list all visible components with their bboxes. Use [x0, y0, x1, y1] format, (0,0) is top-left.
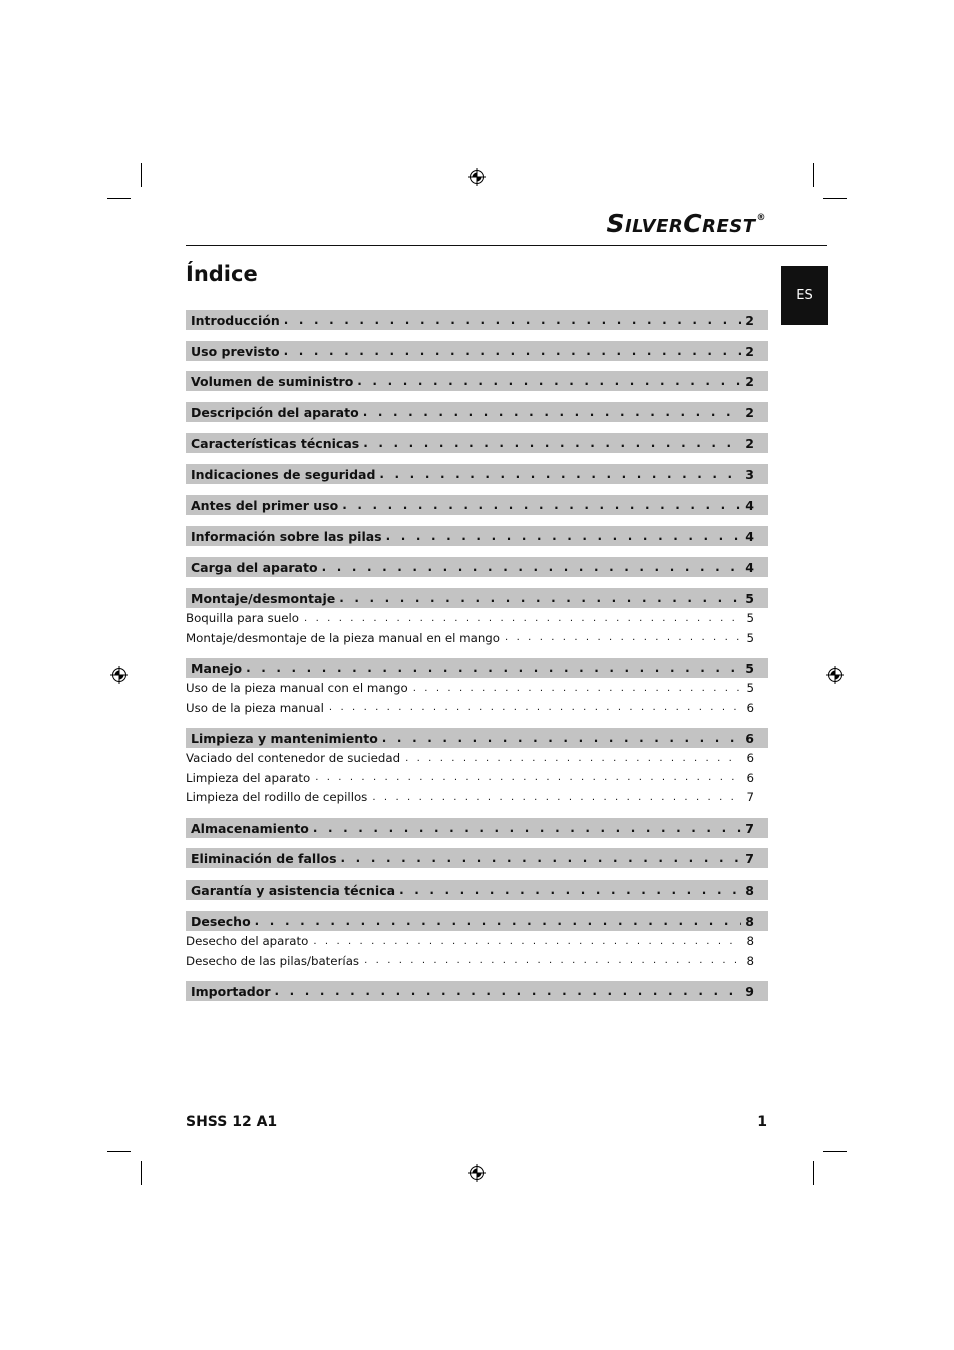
toc-section-page: 5 [745, 590, 754, 606]
registration-mark-icon [468, 1164, 486, 1182]
toc-subsection-page: 7 [746, 790, 754, 805]
toc-leader-dots [275, 984, 742, 998]
toc-leader-dots [339, 591, 741, 605]
brand-logo [606, 209, 766, 238]
toc-section-page: 8 [745, 882, 754, 898]
toc-subsection-label: Montaje/desmontaje de la pieza manual en el mango [186, 630, 501, 645]
toc-section-label: Importador [191, 983, 271, 999]
toc-section-label: Uso previsto [191, 343, 280, 359]
crop-mark [813, 163, 814, 187]
header-rule [186, 245, 827, 246]
toc-section-entry[interactable] [186, 981, 768, 1001]
toc-section-entry[interactable] [186, 848, 768, 868]
toc-section-label: Carga del aparato [191, 559, 318, 575]
toc-section-entry[interactable] [186, 341, 768, 361]
toc-section-entry[interactable] [186, 464, 768, 484]
toc-section-label: Antes del primer uso [191, 497, 339, 513]
toc-leader-dots [382, 731, 742, 745]
toc-subsection-label: Uso de la pieza manual con el mango [186, 681, 408, 695]
page-title: Índice [186, 262, 258, 286]
toc-subsection-page: 6 [746, 700, 754, 715]
toc-subsection-page: 6 [746, 751, 754, 765]
toc-section-page: 7 [745, 850, 754, 866]
model-number: SHSS 12 A1 [186, 1114, 278, 1130]
toc-section-entry[interactable] [186, 911, 768, 931]
toc-leader-dots [413, 683, 742, 694]
toc-section-label: Manejo [191, 660, 243, 676]
toc-leader-dots [284, 313, 742, 327]
toc-leader-dots [255, 914, 742, 928]
toc-section-entry[interactable] [186, 371, 768, 391]
toc-leader-dots [386, 529, 742, 543]
toc-leader-dots [405, 753, 741, 764]
toc-subsection-entry[interactable] [186, 679, 768, 697]
toc-subsection-entry[interactable] [186, 609, 768, 627]
toc-subsection-entry[interactable] [186, 749, 768, 767]
toc-section-page: 4 [745, 559, 754, 575]
crop-mark [141, 1161, 142, 1185]
registered-trademark: ® [756, 213, 766, 223]
crop-mark [823, 1151, 847, 1152]
toc-subsection-page: 5 [746, 630, 754, 645]
toc-section-label: Limpieza y mantenimiento [191, 730, 378, 746]
toc-section-page: 4 [745, 497, 754, 513]
toc-subsection-entry[interactable] [186, 932, 768, 950]
toc-section-entry[interactable] [186, 880, 768, 900]
toc-section-label: Información sobre las pilas [191, 528, 382, 544]
toc-leader-dots [322, 560, 742, 574]
toc-section-label: Desecho [191, 913, 251, 929]
toc-section-page: 9 [745, 983, 754, 999]
toc-section-label: Indicaciones de seguridad [191, 466, 376, 482]
toc-section-label: Características técnicas [191, 435, 360, 451]
toc-subsection-label: Boquilla para suelo [186, 611, 300, 625]
toc-leader-dots [304, 613, 741, 624]
toc-section-entry[interactable] [186, 310, 768, 330]
brand-logo-part: REST [702, 216, 756, 237]
toc-leader-dots [505, 632, 741, 643]
toc-subsection-label: Desecho de las pilas/baterías [186, 953, 360, 968]
toc-leader-dots [315, 772, 741, 783]
toc-subsection-entry[interactable] [186, 629, 768, 647]
toc-subsection-page: 5 [746, 611, 754, 625]
toc-subsection-entry[interactable] [186, 788, 768, 806]
toc-section-page: 2 [745, 435, 754, 451]
toc-leader-dots [341, 851, 742, 865]
toc-subsection-page: 6 [746, 770, 754, 785]
toc-section-page: 2 [745, 312, 754, 328]
toc-section-entry[interactable] [186, 728, 768, 748]
crop-mark [107, 1151, 131, 1152]
toc-section-label: Introducción [191, 312, 280, 328]
toc-leader-dots [364, 955, 741, 966]
language-tab-label: ES [796, 288, 813, 303]
toc-section-entry[interactable] [186, 818, 768, 838]
toc-subsection-label: Desecho del aparato [186, 934, 309, 948]
toc-section-entry[interactable] [186, 588, 768, 608]
toc-subsection-label: Uso de la pieza manual [186, 700, 324, 715]
toc-section-label: Garantía y asistencia técnica [191, 882, 396, 898]
brand-logo-part: S [606, 209, 625, 238]
toc-subsection-label: Vaciado del contenedor de suciedad [186, 751, 401, 765]
toc-section-page: 2 [745, 373, 754, 389]
language-tab [781, 266, 828, 325]
toc-section-page: 6 [745, 730, 754, 746]
page-number: 1 [757, 1114, 767, 1130]
crop-mark [141, 163, 142, 187]
toc-subsection-entry[interactable] [186, 699, 768, 717]
toc-section-label: Volumen de suministro [191, 373, 354, 389]
toc-section-label: Descripción del aparato [191, 404, 359, 420]
toc-leader-dots [313, 936, 741, 947]
registration-mark-icon [468, 168, 486, 186]
toc-leader-dots [363, 436, 741, 450]
toc-leader-dots [329, 702, 742, 713]
toc-section-label: Almacenamiento [191, 820, 309, 836]
toc-subsection-label: Limpieza del aparato [186, 770, 311, 785]
crop-mark [813, 1161, 814, 1185]
toc-section-entry[interactable] [186, 526, 768, 546]
toc-section-entry[interactable] [186, 658, 768, 678]
toc-section-label: Eliminación de fallos [191, 850, 337, 866]
crop-mark [823, 198, 847, 199]
toc-leader-dots [313, 821, 741, 835]
toc-section-page: 2 [745, 343, 754, 359]
toc-section-page: 4 [745, 528, 754, 544]
toc-leader-dots [363, 405, 742, 419]
toc-section-page: 2 [745, 404, 754, 420]
registration-mark-icon [826, 666, 844, 684]
toc-leader-dots [357, 374, 741, 388]
toc-section-entry[interactable] [186, 495, 768, 515]
brand-logo-part: ILVER [624, 216, 684, 237]
toc-leader-dots [246, 661, 741, 675]
toc-leader-dots [342, 498, 741, 512]
toc-subsection-page: 5 [746, 681, 754, 695]
toc-section-label: Montaje/desmontaje [191, 590, 336, 606]
toc-section-entry[interactable] [186, 402, 768, 422]
toc-section-entry[interactable] [186, 433, 768, 453]
brand-logo-part: C [683, 209, 703, 238]
toc-leader-dots [399, 883, 741, 897]
toc-subsection-label: Limpieza del rodillo de cepillos [186, 790, 368, 805]
registration-mark-icon [110, 666, 128, 684]
toc-subsection-page: 8 [746, 953, 754, 968]
toc-section-page: 8 [745, 913, 754, 929]
toc-section-page: 5 [745, 660, 754, 676]
toc-subsection-page: 8 [746, 934, 754, 948]
toc-subsection-entry[interactable] [186, 952, 768, 970]
toc-section-entry[interactable] [186, 557, 768, 577]
toc-subsection-entry[interactable] [186, 769, 768, 787]
toc-leader-dots [379, 467, 741, 481]
toc-section-page: 3 [745, 466, 754, 482]
toc-section-page: 7 [745, 820, 754, 836]
toc-leader-dots [372, 792, 741, 803]
toc-leader-dots [284, 344, 742, 358]
crop-mark [107, 198, 131, 199]
